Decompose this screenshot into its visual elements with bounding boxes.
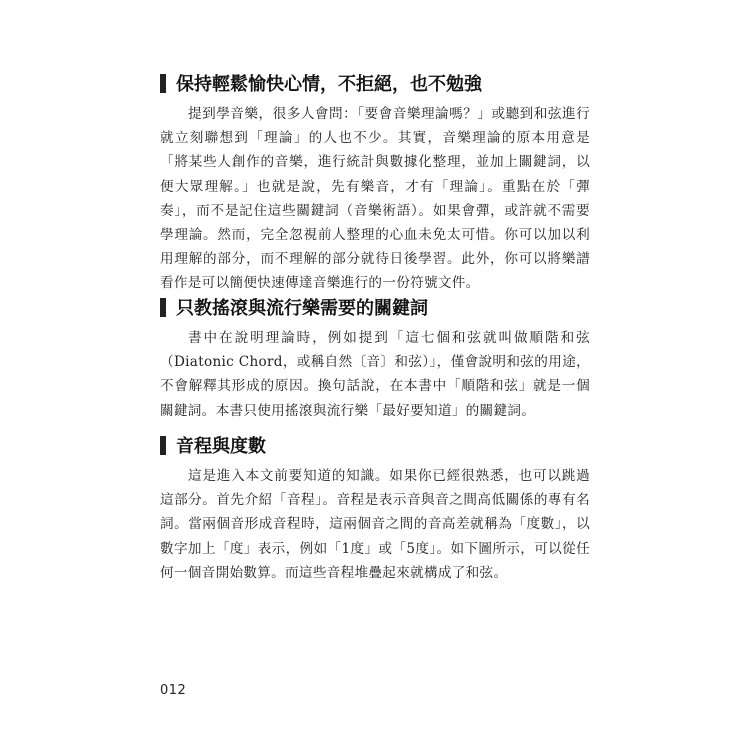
section-paragraph: 書中在說明理論時，例如提到「這七個和弦就叫做順階和弦（Diatonic Chord，或稱自然〔音〕和弦）」，僅會說明和弦的用途，不會解釋其形成的原因。換句話說，在本書中「順階和弦」就是一個關鍵詞。本書只使用搖滾與流行樂「最好要知道」的關鍵詞。 xyxy=(160,330,590,419)
section-keywords xyxy=(160,294,590,423)
section-intervals xyxy=(160,432,590,585)
section-heading xyxy=(160,70,590,96)
section-paragraph: 這是進入本文前要知道的知識。如果你已經很熟悉，也可以跳過這部分。首先介紹「音程」。音程是表示音與音之間高低關係的專有名詞。當兩個音形成音程時，這兩個音之間的音高差就稱為「度數」，以數字加上「度」表示，例如「1度」或「5度」。如下圖所示，可以從任何一個音開始數算。而這些音程堆疊起來就構成了和弦。 xyxy=(160,468,590,581)
section-heading-text: 只教搖滾與流行樂需要的關鍵詞 xyxy=(176,298,428,319)
section-heading xyxy=(160,432,590,458)
section-heading xyxy=(160,294,590,320)
section-heading-text: 保持輕鬆愉快心情，不拒絕，也不勉強 xyxy=(176,74,482,95)
heading-bar-icon xyxy=(160,298,166,317)
page-number: 012 xyxy=(160,683,187,698)
section-paragraph: 提到學音樂，很多人會問：「要會音樂理論嗎？」或聽到和弦進行就立刻聯想到「理論」的人也不少。其實，音樂理論的原本用意是「將某些人創作的音樂，進行統計與數據化整理，並加上關鍵詞，以便大眾理解。」也就是說，先有樂音，才有「理論」。重點在於「彈奏」，而不是記住這些關鍵詞（音樂術語）。如果會彈，或許就不需要學理論。然而，完全忽視前人整理的心血未免太可惜。你可以加以利用理解的部分，而不理解的部分就待日後學習。此外，你可以將樂譜看作是可以簡便快速傳達音樂進行的一份符號文件。 xyxy=(160,106,590,292)
section-heading-text: 音程與度數 xyxy=(176,436,266,457)
section-keep-relaxed xyxy=(160,70,590,296)
heading-bar-icon xyxy=(160,74,166,93)
heading-bar-icon xyxy=(160,436,166,455)
